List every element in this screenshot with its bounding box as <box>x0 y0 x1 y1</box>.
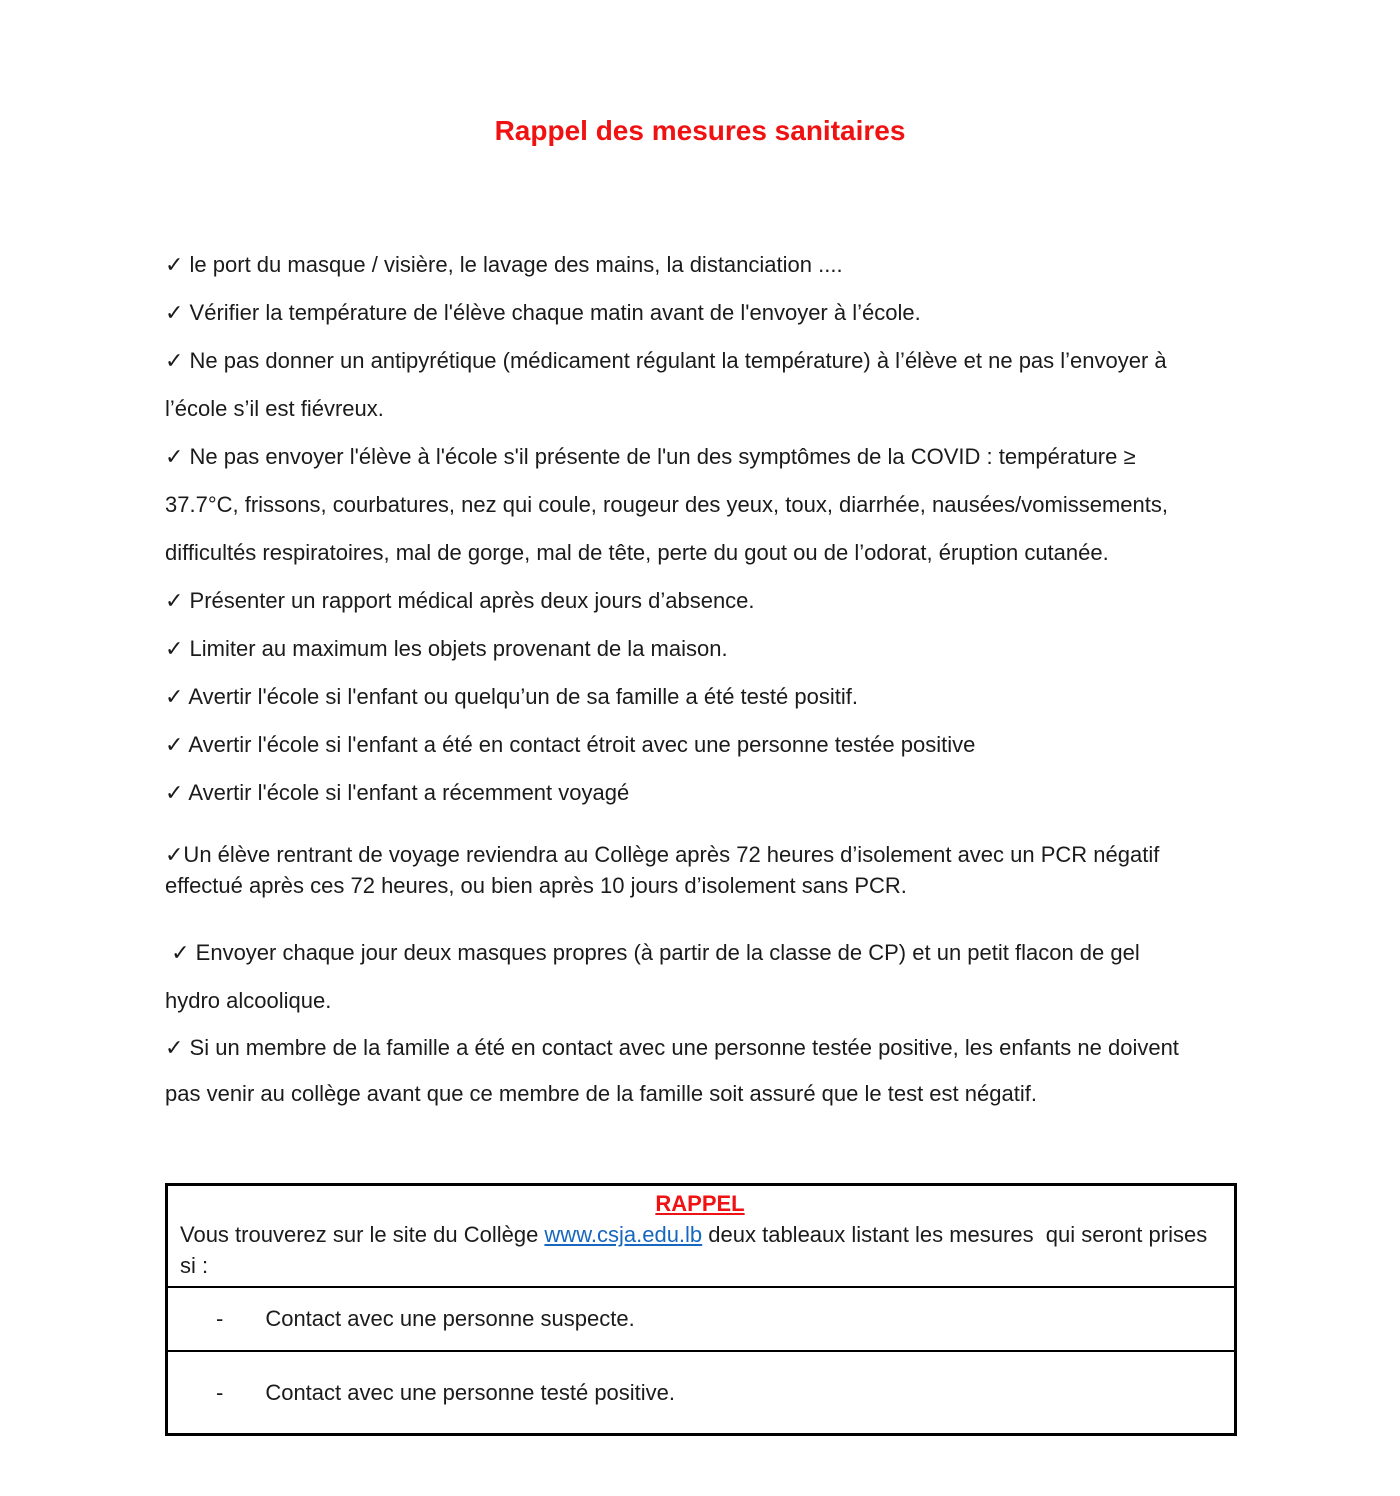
dash-bullet: - <box>216 1379 224 1405</box>
checklist-item-line: ✓ le port du masque / visière, le lavage des mains, la distanciation .... <box>165 252 843 277</box>
checklist-item-temperature-check <box>165 289 1280 337</box>
checklist-item-line: ✓ Si un membre de la famille a été en contact avec une personne testée positive, les enfants ne doivent <box>165 1035 1179 1060</box>
checklist-item-line: ✓ Présenter un rapport médical après deux jours d’absence. <box>165 588 755 613</box>
rappel-row-positive-contact <box>167 1351 1236 1435</box>
rappel-intro <box>180 1219 1220 1281</box>
checklist-item-notify-positive <box>165 673 1280 721</box>
rappel-table <box>165 1183 1237 1436</box>
checklist-item-notify-travel <box>165 769 1280 817</box>
rappel-heading-text: RAPPEL <box>655 1191 745 1216</box>
rappel-header-row <box>167 1185 1236 1288</box>
checklist-item-notify-contact <box>165 721 1280 769</box>
checklist-item-line: hydro alcoolique. <box>165 988 332 1013</box>
checklist-item-two-masks <box>165 929 1280 1025</box>
checklist-item-line: pas venir au collège avant que ce membre de la famille soit assuré que le test est négatif. <box>165 1081 1037 1106</box>
rappel-row-text: Contact avec une personne suspecte. <box>265 1306 635 1331</box>
checklist-item-line: ✓ Limiter au maximum les objets provenant de la maison. <box>165 636 728 661</box>
rappel-heading <box>180 1189 1220 1219</box>
dash-bullet: - <box>216 1306 224 1331</box>
checklist-item-return-from-travel <box>165 839 1280 901</box>
checklist-item-line: effectué après ces 72 heures, ou bien après 10 jours d’isolement sans PCR. <box>165 873 907 898</box>
checklist-item-antipyretic <box>165 337 1280 433</box>
sanitary-measures-checklist <box>165 241 1280 1436</box>
checklist-item-line: 37.7°C, frissons, courbatures, nez qui coule, rougeur des yeux, toux, diarrhée, nausées/vomissements, <box>165 492 1168 517</box>
checklist-item-line: ✓Un élève rentrant de voyage reviendra au Collège après 72 heures d’isolement avec un PCR négatif <box>165 842 1160 867</box>
rappel-intro-before-link: Vous trouverez sur le site du Collège <box>180 1222 545 1247</box>
table-row <box>167 1287 1236 1351</box>
checklist-item-line: ✓ Envoyer chaque jour deux masques propres (à partir de la classe de CP) et un petit flacon de gel <box>165 940 1140 965</box>
checklist-item-mask <box>165 241 1280 289</box>
checklist-item-covid-symptoms <box>165 433 1280 577</box>
rappel-row-text: Contact avec une personne testé positive. <box>265 1379 676 1405</box>
table-row <box>167 1351 1236 1435</box>
page-title: Rappel des mesures sanitaires <box>494 115 906 146</box>
checklist-item-line: ✓ Ne pas envoyer l'élève à l'école s'il présente de l'un des symptômes de la COVID : température ≥ <box>165 444 1136 469</box>
rappel-header-cell <box>167 1185 1236 1288</box>
checklist-item-line: ✓ Avertir l'école si l'enfant a récemment voyagé <box>165 780 630 805</box>
checklist-item-line: ✓ Vérifier la température de l'élève chaque matin avant de l'envoyer à l’école. <box>165 300 921 325</box>
rappel-intro-after-link: deux tableaux listant les mesures qui seront prises si : <box>180 1222 1214 1278</box>
checklist-item-medical-report <box>165 577 1280 625</box>
rappel-row-suspect-contact <box>167 1287 1236 1351</box>
checklist-item-line: ✓ Avertir l'école si l'enfant a été en contact étroit avec une personne testée positive <box>165 732 976 757</box>
checklist-item-line: l’école s’il est fiévreux. <box>165 396 384 421</box>
csja-website-link[interactable]: www.csja.edu.lb <box>544 1222 703 1247</box>
checklist-item-line: difficultés respiratoires, mal de gorge, mal de tête, perte du gout ou de l’odorat, éruption cutanée. <box>165 540 1109 565</box>
checklist-item-line: ✓ Ne pas donner un antipyrétique (médicament régulant la température) à l’élève et ne pas l’envoyer à <box>165 348 1167 373</box>
checklist-item-limit-objects <box>165 625 1280 673</box>
checklist-item-line: ✓ Avertir l'école si l'enfant ou quelqu’un de sa famille a été testé positif. <box>165 684 858 709</box>
checklist-item-family-contact <box>165 1025 1280 1117</box>
